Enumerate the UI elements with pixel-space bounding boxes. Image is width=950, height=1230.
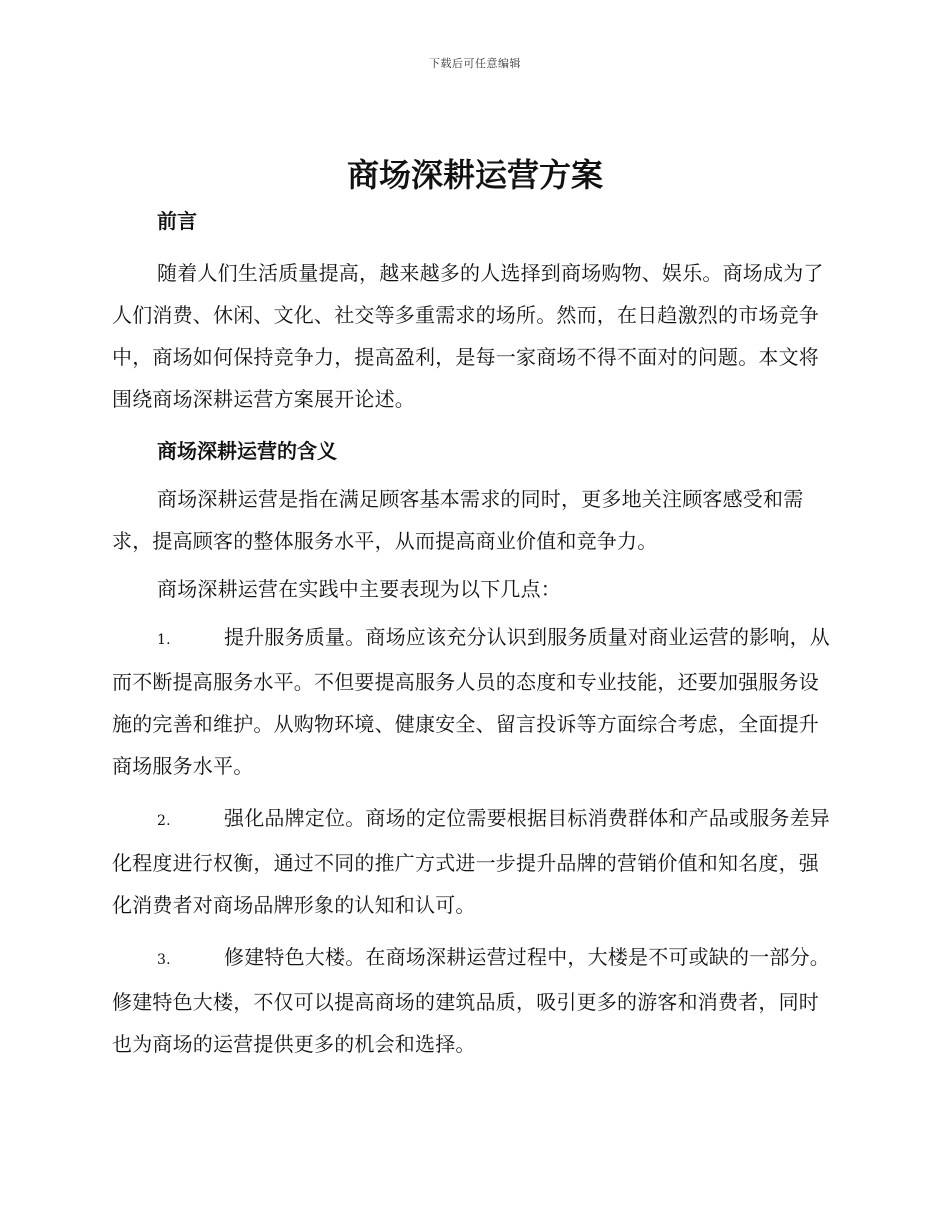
list-number: 2. — [157, 813, 171, 829]
practice-intro: 商场深耕运营在实践中主要表现为以下几点： — [157, 577, 561, 601]
list-text: 修建特色大楼。在商场深耕运营过程中，大楼是不可或缺的一部分。修建特色大楼，不仅可以提高商场的建筑品质，吸引更多的游客和消费者，同时也为商场的运营提供更多的机会和选择。 — [112, 945, 830, 1056]
list-item — [112, 797, 832, 926]
document-title: 商场深耕运营方案 — [346, 156, 603, 194]
meaning-paragraph: 商场深耕运营是指在满足顾客基本需求的同时，更多地关注顾客感受和需求，提高顾客的整体服务水平，从而提高商业价值和竞争力。 — [112, 487, 804, 553]
list-number: 1. — [157, 632, 171, 648]
list-number: 3. — [157, 952, 171, 968]
meaning-heading: 商场深耕运营的含义 — [157, 439, 337, 463]
list-text: 提升服务质量。商场应该充分认识到服务质量对商业运营的影响，从而不断提高服务水平。不但要提高服务人员的态度和专业技能，还要加强服务设施的完善和维护。从购物环境、健康安全、留言投诉等方面综合考虑，全面提升商场服务水平。 — [112, 625, 830, 778]
preface-heading: 前言 — [157, 209, 197, 233]
list-text: 强化品牌定位。商场的定位需要根据目标消费群体和产品或服务差异化程度进行权衡，通过不同的推广方式进一步提升品牌的营销价值和知名度，强化消费者对商场品牌形象的认知和认可。 — [112, 806, 830, 917]
list-item — [112, 936, 832, 1065]
header-note: 下载后可任意编辑 — [429, 57, 521, 70]
document-body — [112, 200, 832, 1065]
preface-paragraph: 随着人们生活质量提高，越来越多的人选择到商场购物、娱乐。商场成为了人们消费、休闲、文化、社交等多重需求的场所。然而，在日趋激烈的市场竞争中，商场如何保持竞争力，提高盈利，是每一家商场不得不面对的问题。本文将围绕商场深耕运营方案展开论述。 — [112, 261, 824, 411]
list-item — [112, 616, 832, 787]
